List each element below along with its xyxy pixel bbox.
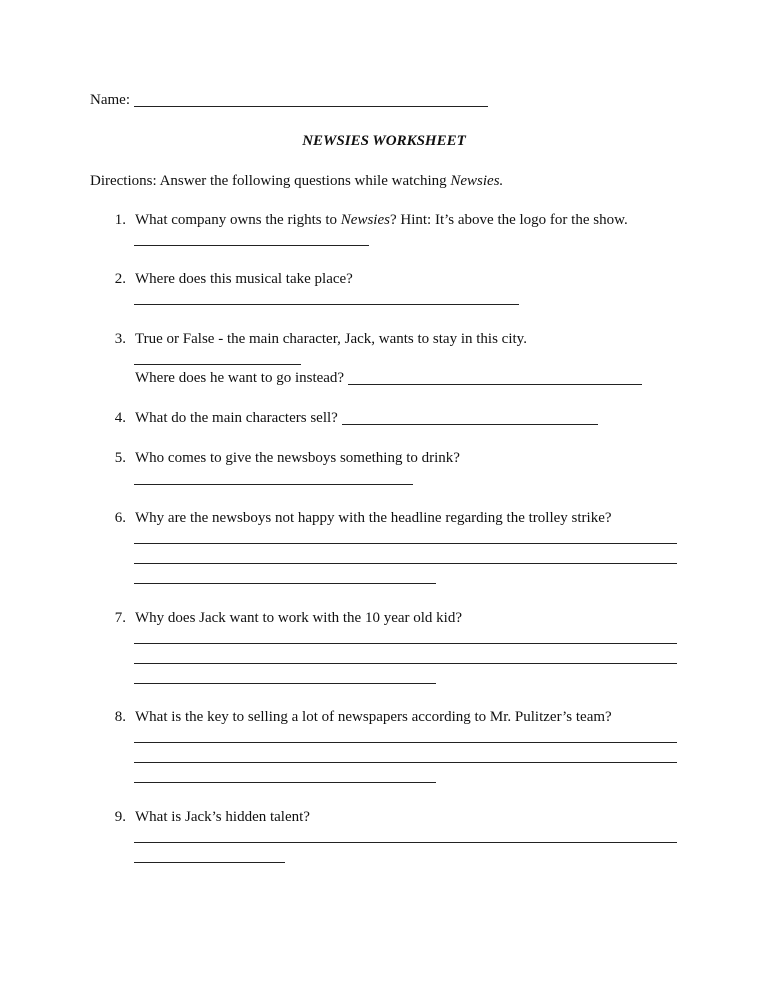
question-1-number: 1. bbox=[114, 212, 126, 228]
question-5-number: 5. bbox=[114, 450, 126, 466]
question-3-text: True or False - the main character, Jack, wants to stay in this city. bbox=[135, 331, 527, 347]
answer-line[interactable] bbox=[134, 842, 677, 843]
question-9-text: What is Jack’s hidden talent? bbox=[135, 809, 310, 825]
question-2-number: 2. bbox=[114, 271, 126, 287]
directions bbox=[90, 172, 503, 190]
answer-line[interactable] bbox=[134, 742, 677, 743]
answer-line[interactable] bbox=[134, 762, 677, 763]
directions-text: Directions: Answer the following questions while watching bbox=[90, 173, 451, 189]
answer-line[interactable] bbox=[134, 364, 301, 365]
question-8-number: 8. bbox=[114, 709, 126, 725]
name-answer-line[interactable] bbox=[134, 106, 488, 107]
answer-line[interactable] bbox=[348, 384, 642, 385]
question-4-number: 4. bbox=[114, 410, 126, 426]
answer-line[interactable] bbox=[134, 484, 413, 485]
question-6-number: 6. bbox=[114, 510, 126, 526]
question-5-text: Who comes to give the newsboys something to drink? bbox=[135, 450, 460, 466]
question-6-text: Why are the newsboys not happy with the headline regarding the trolley strike? bbox=[135, 510, 612, 526]
answer-line[interactable] bbox=[134, 782, 436, 783]
question-7-text: Why does Jack want to work with the 10 year old kid? bbox=[135, 610, 463, 626]
question-3-number: 3. bbox=[114, 331, 126, 347]
name-label: Name: bbox=[90, 92, 130, 108]
answer-line[interactable] bbox=[134, 543, 677, 544]
worksheet-title: NEWSIES WORKSHEET bbox=[302, 133, 466, 149]
question-1-pre: What company owns the rights to bbox=[135, 212, 341, 228]
question-8-text: What is the key to selling a lot of newspapers according to Mr. Pulitzer’s team? bbox=[135, 709, 612, 725]
question-1-show: Newsies bbox=[340, 212, 390, 228]
answer-line[interactable] bbox=[342, 424, 598, 425]
answer-line[interactable] bbox=[134, 862, 285, 863]
answer-line[interactable] bbox=[134, 683, 436, 684]
question-1-text bbox=[135, 211, 628, 229]
question-9-number: 9. bbox=[114, 809, 126, 825]
question-7-number: 7. bbox=[114, 610, 126, 626]
answer-line[interactable] bbox=[134, 643, 677, 644]
directions-show-title: Newsies. bbox=[450, 173, 504, 189]
answer-line[interactable] bbox=[134, 663, 677, 664]
question-1-post: ? Hint: It’s above the logo for the show. bbox=[389, 212, 628, 228]
answer-line[interactable] bbox=[134, 583, 436, 584]
question-3-subtext: Where does he want to go instead? bbox=[135, 370, 345, 386]
answer-line[interactable] bbox=[134, 304, 519, 305]
question-4-text: What do the main characters sell? bbox=[135, 410, 338, 426]
question-2-text: Where does this musical take place? bbox=[135, 271, 353, 287]
answer-line[interactable] bbox=[134, 245, 369, 246]
answer-line[interactable] bbox=[134, 563, 677, 564]
